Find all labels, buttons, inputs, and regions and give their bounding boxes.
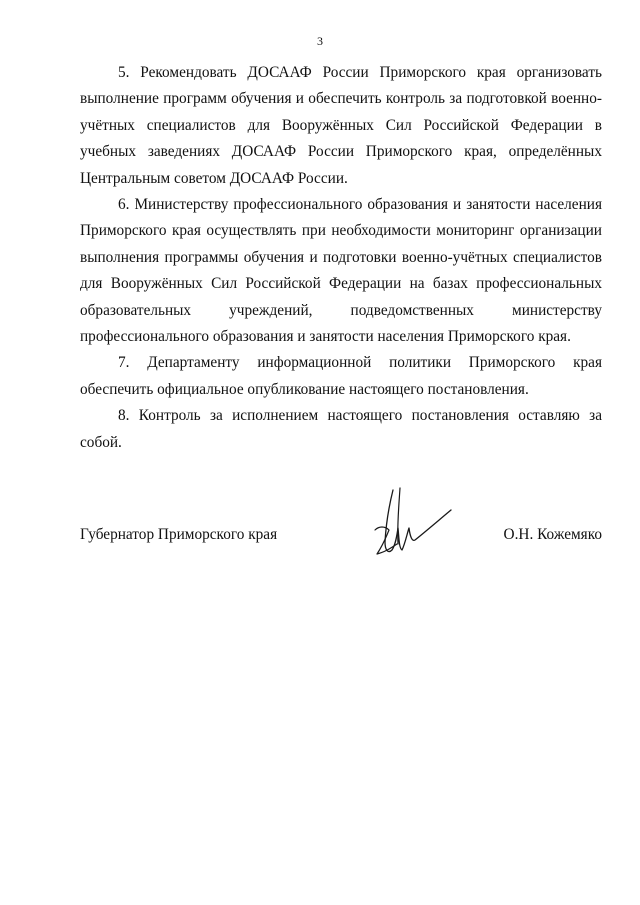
paragraph-5: 5. Рекомендовать ДОСААФ России Приморского края организовать выполнение программ обучения и обеспечить контроль за подготовкой военно-учётных специалистов для Вооружённых Сил Российской Федерации в учебных заведениях ДОСААФ России Приморского края, определённых Центральным советом ДОСААФ России.: [80, 64, 602, 187]
document-body: [80, 60, 602, 456]
signer-title: Губернатор Приморского края: [80, 526, 278, 543]
paragraph-7: 7. Департаменту информационной политики Приморского края обеспечить официальное опубликование настоящего постановления.: [80, 354, 602, 398]
handwritten-signature: [355, 484, 455, 564]
signer-name: О.Н. Кожемяко: [503, 526, 602, 543]
signature-block: [80, 526, 602, 550]
paragraph-6: 6. Министерству профессионального образования и занятости населения Приморского края осуществлять при необходимости мониторинг организации выполнения программы обучения и подготовки военно-учётных специалистов для Вооружённых Сил Российской Федерации на базах профессиональных образовательных учреждений, подведомственных министерству профессионального образования и занятости населения Приморского края.: [80, 196, 602, 346]
paragraph-8: 8. Контроль за исполнением настоящего постановления оставляю за собой.: [80, 407, 602, 451]
page-number: 3: [317, 34, 323, 48]
